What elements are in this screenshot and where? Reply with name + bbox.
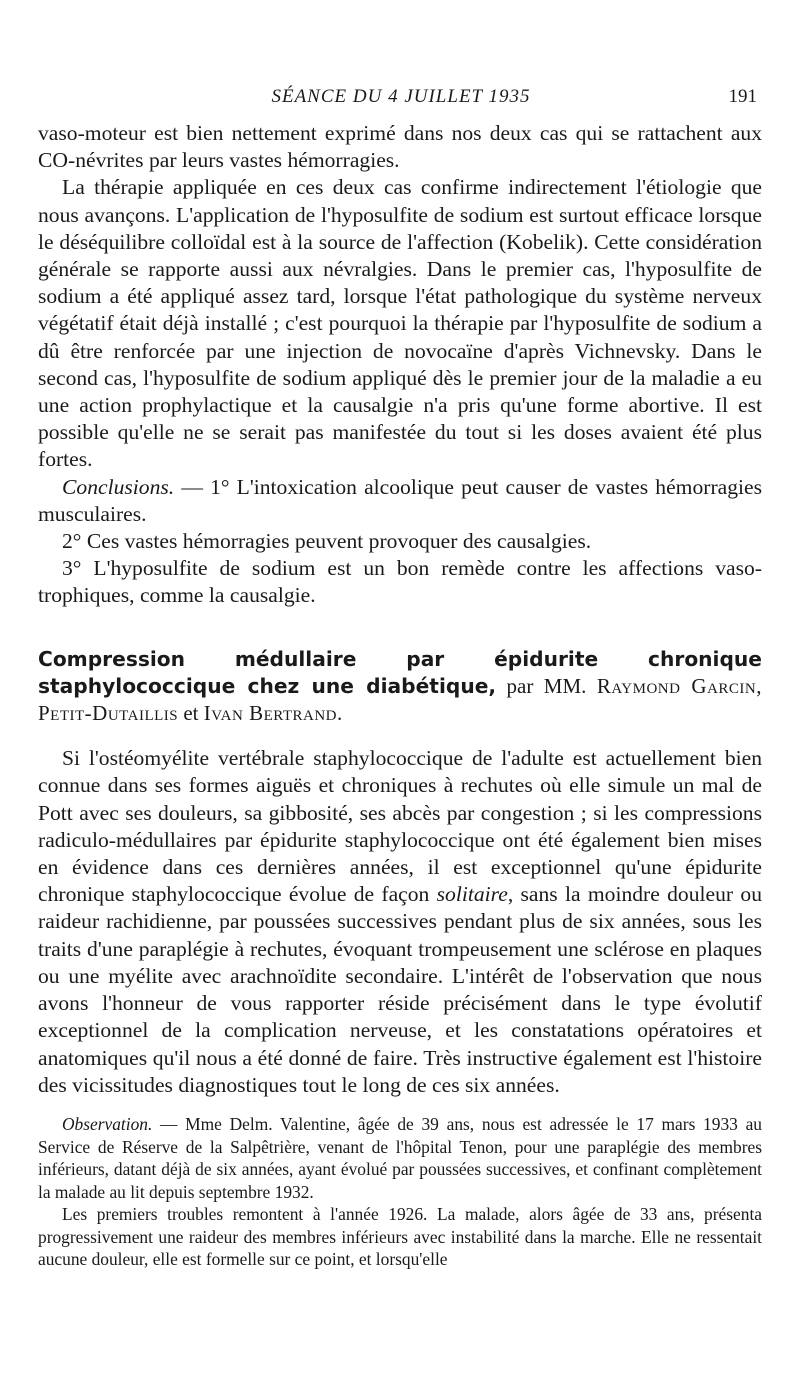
heading-gap [38,727,762,745]
conclusion-2: 2° Ces vastes hémorragies peuvent provoquer des causalgies. [62,529,592,554]
observation-text: — Mme Delm. Valentine, âgée de 39 ans, nous est adressée le 17 mars 1933 au Service de Réserve de la Salpêtrière, venant de l'hôpital Tenon, pour une paraplégie des membres inférieurs, datant déjà de six années, ayant évolué par poussées successives, et confinant complètement la malade au lit depuis septembre 1932. [38,1113,762,1202]
page-number: 191 [728,86,757,107]
observation-gap [38,1099,762,1113]
article-heading [38,646,762,728]
observation-label: Observation. [62,1113,153,1134]
page-header [45,86,757,108]
authors-1: Raymond Garcin, Petit-Dutaillis [38,673,762,726]
observation-paragraph-2: Les premiers troubles remontent à l'année 1926. La malade, alors âgée de 33 ans, présenta progressivement une raideur des membres inférieurs avec instabilité dans la marche. Elle ne ressentait aucune douleur, elle est formelle sur ce point, et lorsqu'elle [38,1204,762,1270]
intro-after: , sans la moindre douleur ou raideur rachidienne, par poussées successives pendant plus de six années, sous les traits d'une paraplégie à rechutes, évoquant trompeusement une sclérose en plaques ou une myélite avec arachnoïdite secondaire. L'intérêt de l'observation que nous avons l'honneur de vous rapporter réside précisément dans le type évolutif exceptionnel de la complication nerveuse, et les constatations opératoires et anatomiques qu'il nous a été donné de faire. Très instructive également est l'histoire des vicissitudes diagnostiques tout le long de ces six années. [38,882,762,1097]
section-gap [38,610,762,646]
running-head: SÉANCE DU 4 JUILLET 1935 [271,86,531,107]
body-text [38,120,762,1271]
conclusion-3: 3° L'hyposulfite de sodium est un bon remède contre les affections vaso-trophiques, comme la causalgie. [38,556,762,608]
heading-end: . [337,701,343,726]
observation-paragraph [38,1113,762,1203]
authors-and: et [178,701,204,726]
intro-italic: solitaire [436,882,508,907]
paragraph-therapy: La thérapie appliquée en ces deux cas confirme indirectement l'étiologie que nous avançons. L'application de l'hyposulfite de sodium est surtout efficace lorsque le déséquilibre colloïdal est à la source de l'affection (Kobelik). Cette considération générale se rapporte aussi aux névralgies. Dans le premier cas, l'hyposulfite de sodium a été appliqué assez tard, lorsque l'état pathologique du système nerveux végétatif était déjà installé ; c'est pourquoi la thérapie par l'hyposulfite de sodium a dû être renforcée par une injection de novocaïne d'après Vichnevsky. Dans le second cas, l'hyposulfite de sodium appliqué dès le premier jour de la maladie a eu une action prophylactique et la causalgie n'a pris qu'une forme abortive. Il est possible qu'elle ne se serait pas manifestée du tout si les doses avaient été plus fortes. [38,175,762,472]
intro-before: Si l'ostéomyélite vertébrale staphylococcique de l'adulte est actuellement bien connue dans ses formes aiguës et chroniques à rechutes où elle simule un mal de Pott avec ses douleurs, sa gibbosité, ses abcès par congestion ; si les compressions radiculo-médullaires par épidurite staphylococcique ont été également bien mises en évidence dans ces dernières années, il est exceptionnel qu'une épidurite chronique staphylococcique évolue de façon [38,746,762,907]
article-title: Compression médullaire par épidurite chronique staphylococcique chez une diabétique, [38,646,762,698]
conclusion-1-text: — 1° L'intoxication alcoolique peut causer de vastes hémorragies musculaires. [38,474,762,526]
authors-2: Ivan Bertrand [203,701,338,726]
paragraph-continuation: vaso-moteur est bien nettement exprimé dans nos deux cas qui se rattachent aux CO-névrites par leurs vastes hémorragies. [38,121,762,173]
conclusion-1 [38,474,762,528]
conclusions-label: Conclusions. [62,474,175,499]
article-by: par MM. [496,673,597,698]
article-intro [38,745,762,1099]
